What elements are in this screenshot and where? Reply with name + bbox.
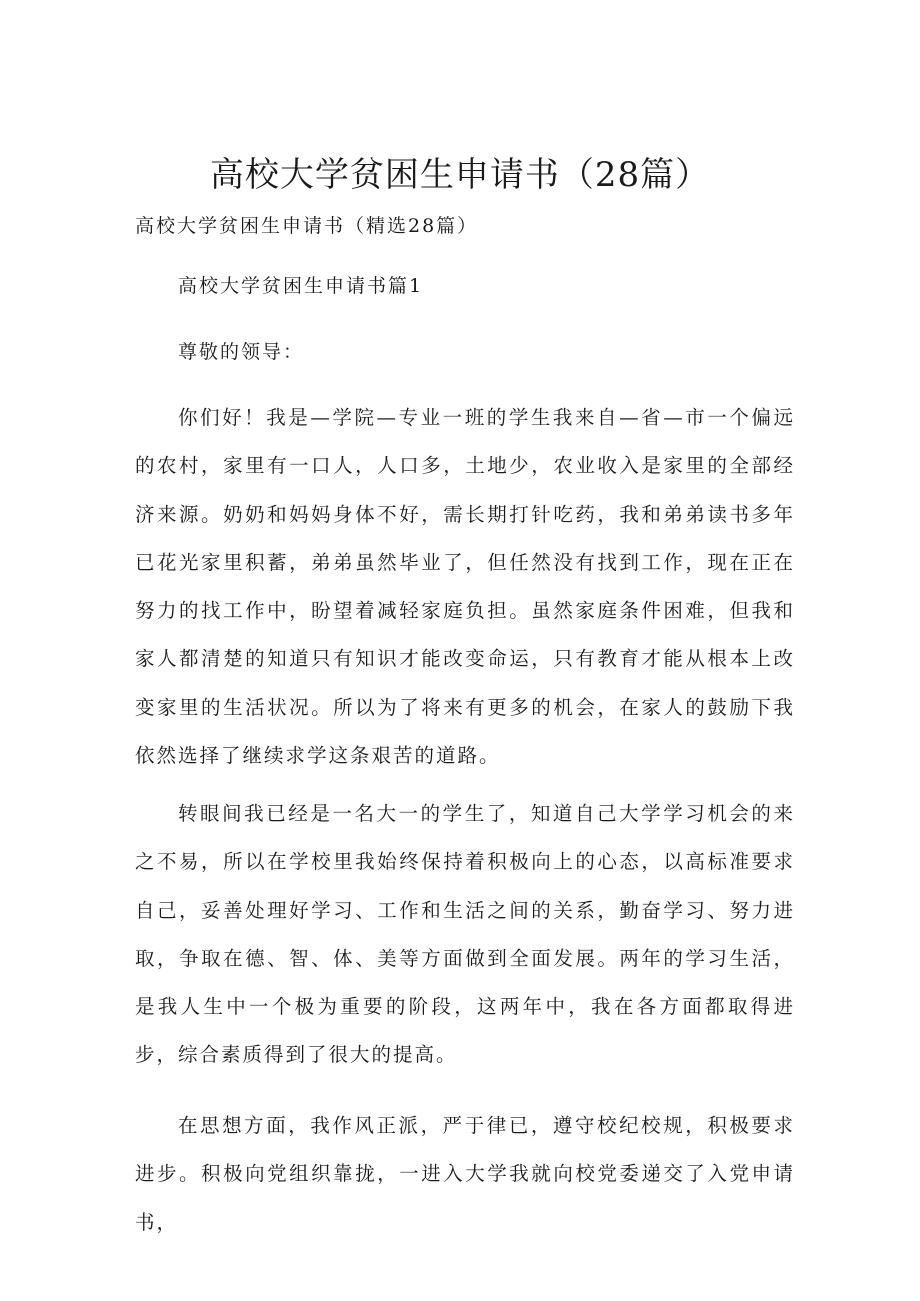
body-paragraph: 转眼间我已经是一名大一的学生了，知道自己大学学习机会的来之不易，所以在学校里我始终保持着积极向上的心态，以高标准要求自己，妥善处理好学习、工作和生活之间的关系，勤奋学习、努力进取，争取在德、智、体、美等方面做到全面发展。两年的学习生活，是我人生中一个极为重要的阶段，这两年中，我在各方面都取得进步，综合素质得到了很大的提高。 (135, 802, 795, 1067)
body-paragraph: 你们好！我是—学院—专业一班的学生我来自—省—市一个偏远的农村，家里有一口人，人口多，土地少，农业收入是家里的全部经济来源。奶奶和妈妈身体不好，需长期打针吃药，我和弟弟读书多年已花光家里积蓄，弟弟虽然毕业了，但任然没有找到工作，现在正在努力的找工作中，盼望着减轻家庭负担。虽然家庭条件困难，但我和家人都清楚的知道只有知识才能改变命运，只有教育才能从根本上改变家里的生活状况。所以为了将来有更多的机会，在家人的鼓励下我依然选择了继续求学这条艰苦的道路。 (135, 406, 795, 768)
document-subtitle: 高校大学贫困生申请书（精选28篇） (135, 215, 479, 237)
section-heading: 高校大学贫困生申请书篇1 (178, 275, 424, 297)
document-title: 高校大学贫困生申请书（28篇） (209, 155, 711, 195)
body-paragraph: 在思想方面，我作风正派，严于律已，遵守校纪校规，积极要求进步。积极向党组织靠拢，一进入大学我就向校党委递交了入党申请书， (135, 1114, 795, 1234)
salutation: 尊敬的领导： (178, 341, 305, 363)
